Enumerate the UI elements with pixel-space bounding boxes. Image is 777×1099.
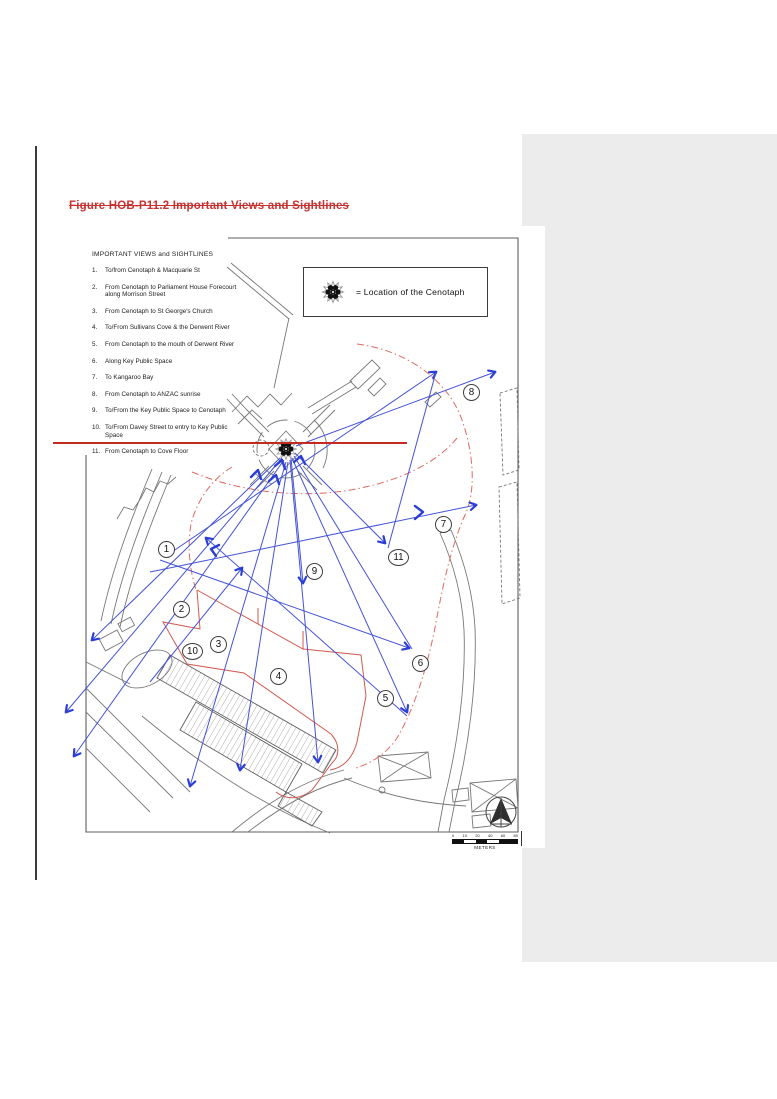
scale-tick: 10 [462, 833, 467, 838]
legend-item-num: 4. [92, 324, 98, 332]
map-marker-4: 4 [270, 668, 287, 685]
map-marker-2: 2 [173, 601, 190, 618]
legend-item-num: 9. [92, 407, 98, 415]
north-arrow [486, 797, 516, 827]
legend-item [92, 267, 254, 275]
map-buildings [157, 655, 336, 826]
legend-list [92, 251, 254, 465]
legend-item-text: To/From Davey Street to entry to Key Public Space [105, 423, 228, 439]
legend-item-num: 8. [92, 390, 98, 398]
cenotaph-icon [319, 278, 347, 306]
map-marker-5: 5 [377, 690, 394, 707]
legend-item-text: To/From Sullivans Cove & the Derwent River [105, 324, 230, 332]
figure-title: Figure HOB-P11.2 Important Views and Sightlines [69, 200, 350, 212]
scale-ticks [452, 833, 518, 838]
map-marker-3: 3 [210, 636, 227, 653]
cenotaph-key-box [303, 267, 488, 317]
map-marker-10: 10 [182, 643, 203, 660]
scale-tick: 80 [513, 833, 518, 838]
legend-heading: IMPORTANT VIEWS and SIGHTLINES [92, 251, 214, 258]
map-marker-8: 8 [463, 384, 480, 401]
map-marker-6: 6 [412, 655, 429, 672]
legend-item [92, 391, 254, 399]
red-annotation-line [53, 442, 407, 444]
legend-item-num: 5. [92, 340, 98, 348]
map-marker-7: 7 [435, 516, 452, 533]
cenotaph-key-label: = Location of the Cenotaph [356, 287, 465, 297]
margin-rule [35, 146, 37, 880]
legend-item-num: 11. [92, 448, 101, 456]
legend-item-text: From Cenotaph to ANZAC sunrise [105, 390, 201, 398]
legend-item-text: From Cenotaph to Parliament House Forecourt along Morrison Street [105, 283, 237, 299]
legend-item [92, 374, 254, 382]
scale-end-tick [521, 831, 522, 846]
scale-bar-segments [452, 839, 518, 845]
scale-bar [452, 833, 518, 850]
map-marker-11: 11 [388, 549, 409, 566]
legend-item [92, 358, 254, 366]
legend-item [92, 284, 254, 299]
legend-item-num: 2. [92, 283, 98, 291]
sightline-chevrons [211, 456, 423, 556]
legend-item [92, 407, 254, 415]
legend-item-num: 6. [92, 357, 98, 365]
scale-unit-label: METERS [474, 845, 496, 850]
scale-tick: 60 [500, 833, 506, 838]
legend-item-text: From Cenotaph to St George's Church [105, 307, 213, 315]
legend-item-num: 3. [92, 307, 98, 315]
scale-tick: 0 [452, 833, 455, 838]
legend-item-num: 7. [92, 374, 98, 382]
legend-item-num: 10. [92, 423, 101, 431]
legend-item [92, 341, 254, 349]
map-marker-9: 9 [306, 563, 323, 580]
scale-tick: 40 [488, 833, 493, 838]
legend-item [92, 448, 254, 456]
legend-item-num: 1. [92, 267, 98, 274]
legend-item-text: To/from Cenotaph & Macquarie St [105, 267, 200, 274]
legend-item-text: To/From the Key Public Space to Cenotaph [105, 407, 226, 415]
legend-item [92, 324, 254, 332]
scale-tick: 20 [475, 833, 480, 838]
legend-item [92, 308, 254, 316]
legend-item [92, 424, 254, 439]
legend-item-text: Along Key Public Space [105, 357, 173, 365]
legend-item-text: From Cenotaph to Cove Floor [105, 448, 189, 456]
map-marker-1: 1 [158, 541, 175, 558]
legend-item-text: To Kangaroo Bay [105, 374, 154, 382]
legend-item-text: From Cenotaph to the mouth of Derwent River [105, 340, 235, 348]
